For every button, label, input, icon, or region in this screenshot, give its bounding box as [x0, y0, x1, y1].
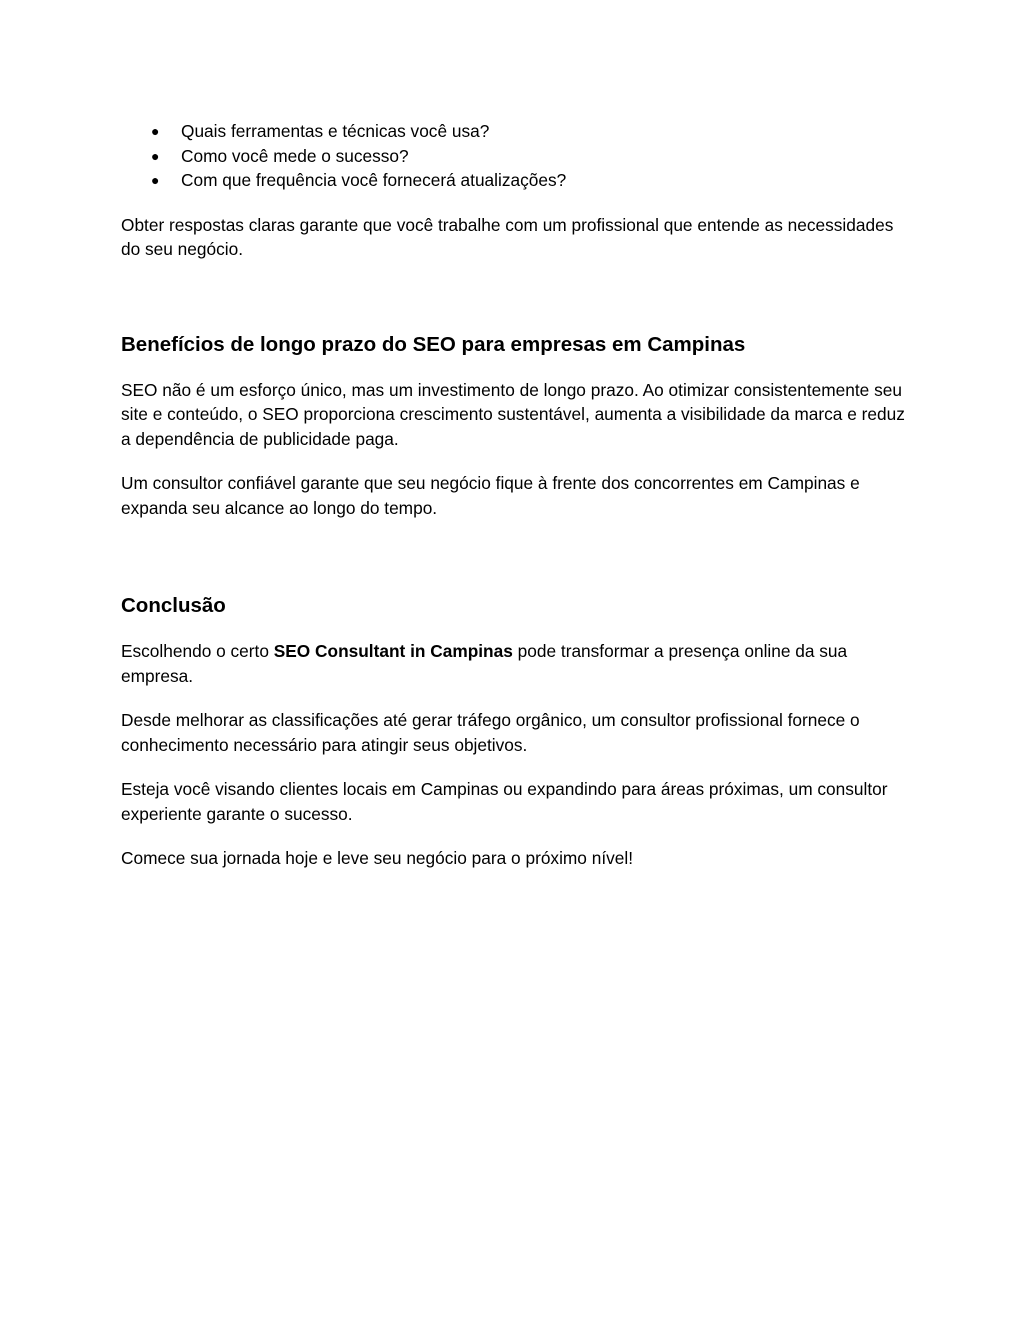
- question-list: [121, 119, 911, 193]
- list-item-text: Como você mede o sucesso?: [181, 145, 409, 166]
- list-item: [121, 168, 911, 193]
- document-content: [121, 119, 911, 871]
- conclusion-paragraph-4: Comece sua jornada hoje e leve seu negócio para o próximo nível!: [121, 848, 634, 868]
- conclusion-paragraph-2: Desde melhorar as classificações até gerar tráfego orgânico, um consultor profissional fornece o conhecimento necessário para atingir seus objetivos.: [121, 710, 860, 755]
- benefits-paragraph-1: SEO não é um esforço único, mas um investimento de longo prazo. Ao otimizar consistentemente seu site e conteúdo, o SEO proporciona crescimento sustentável, aumenta a visibilidade da marca e reduz a dependência de publicidade paga.: [121, 379, 905, 449]
- conclusion-paragraph-1-end: pode transformar a presença online da sua empresa.: [121, 641, 848, 686]
- intro-paragraph: Obter respostas claras garante que você trabalhe com um profissional que entende as necessidades do seu negócio.: [121, 214, 894, 259]
- conclusion-heading: Conclusão: [121, 594, 226, 617]
- bullet-icon: ●: [151, 172, 160, 188]
- conclusion-paragraph-1: [121, 639, 911, 688]
- bullet-icon: ●: [151, 123, 160, 139]
- list-item-text: Com que frequência você fornecerá atualizações?: [181, 170, 567, 190]
- keyword-bold-text: SEO Consultant in Campinas: [273, 641, 513, 661]
- benefits-paragraph-2: Um consultor confiável garante que seu negócio fique à frente dos concorrentes em Campinas e expanda seu alcance ao longo do tempo.: [121, 473, 860, 518]
- conclusion-paragraph-3: Esteja você visando clientes locais em Campinas ou expandindo para áreas próximas, um consultor experiente garante o sucesso.: [121, 779, 888, 824]
- benefits-heading: Benefícios de longo prazo do SEO para empresas em Campinas: [121, 332, 746, 356]
- list-item: [121, 144, 911, 169]
- list-item: [121, 119, 911, 144]
- list-item-text: Quais ferramentas e técnicas você usa?: [181, 121, 490, 141]
- conclusion-paragraph-1-start: Escolhendo o certo: [121, 641, 274, 661]
- bullet-icon: ●: [151, 147, 160, 164]
